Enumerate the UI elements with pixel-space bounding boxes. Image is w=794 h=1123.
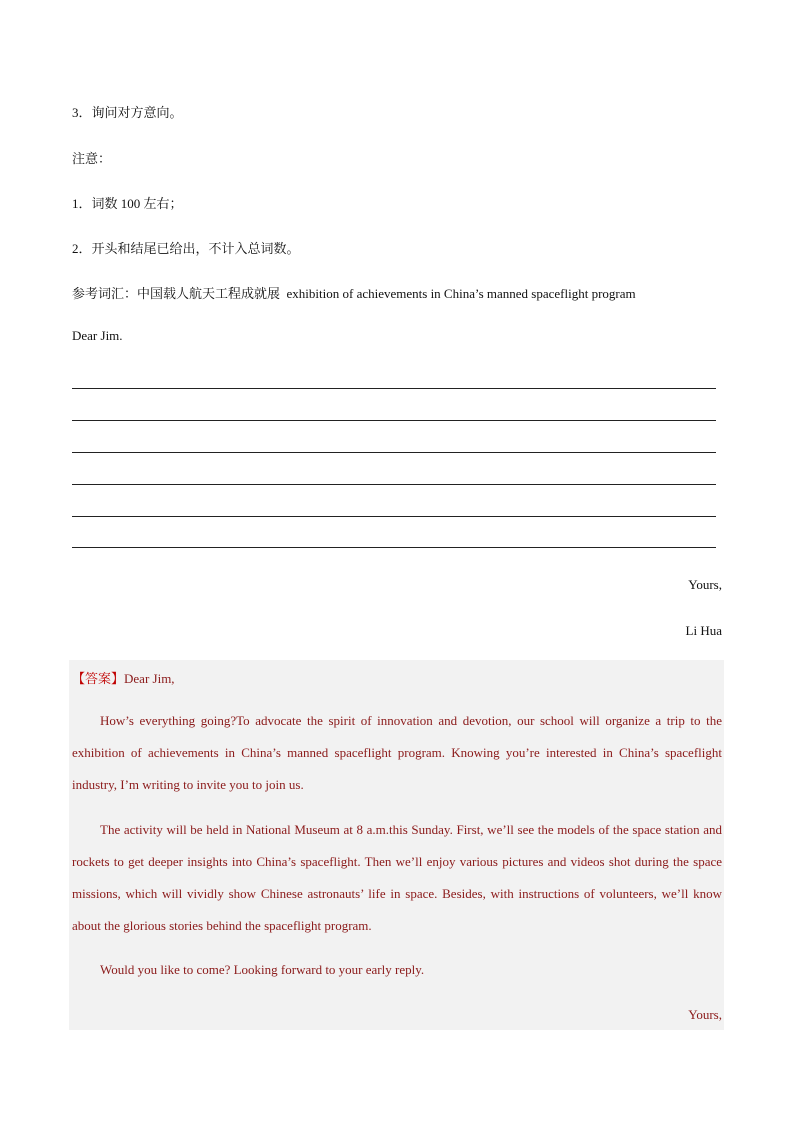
letter-closing: Yours,: [688, 577, 722, 592]
note-item-2: 2．开头和结尾已给出，不计入总词数。: [72, 241, 300, 256]
answer-tag: 【答案】: [72, 671, 125, 686]
instruction-item-3: 3．询问对方意向。: [72, 105, 183, 120]
answer-paragraph-1: How’s everything going?To advocate the spirit of innovation and devotion, our school will organize a trip to the exhibition of achievements in China’s manned spaceflight program. Knowing you’re interested in China’s spaceflight industry, I’m writing to invite you to join us.: [72, 713, 722, 792]
answer-greeting: Dear Jim,: [124, 671, 175, 686]
answer-greeting-line: [72, 668, 175, 687]
writing-line[interactable]: [72, 452, 716, 453]
vocabulary-line: [72, 283, 636, 302]
writing-line[interactable]: [72, 388, 716, 389]
writing-line[interactable]: [72, 484, 716, 485]
note-item-1: 1．词数 100 左右；: [72, 196, 183, 211]
vocabulary-label: 参考词汇：: [72, 286, 138, 301]
answer-paragraph-3: Would you like to come? Looking forward to your early reply.: [100, 962, 425, 977]
letter-greeting: Dear Jim.: [72, 328, 123, 343]
writing-line[interactable]: [72, 420, 716, 421]
vocabulary-english: exhibition of achievements in China’s manned spaceflight program: [286, 286, 636, 301]
letter-signature: Li Hua: [685, 623, 722, 638]
writing-line[interactable]: [72, 516, 716, 517]
vocabulary-chinese: 中国载人航天工程成就展: [137, 286, 281, 301]
answer-paragraph-2: The activity will be held in National Museum at 8 a.m.this Sunday. First, we’ll see the models of the space station and rockets to get deeper insights into China’s spaceflight. Then we’ll enjoy various pictures and videos shot during the space missions, which will vividly show Chinese astronauts’ life in space. Besides, with instructions of volunteers, we’ll know about the glorious stories behind the spaceflight program.: [72, 822, 722, 933]
answer-closing: Yours,: [688, 1007, 722, 1022]
writing-line[interactable]: [72, 547, 716, 548]
note-heading: 注意：: [72, 151, 112, 166]
